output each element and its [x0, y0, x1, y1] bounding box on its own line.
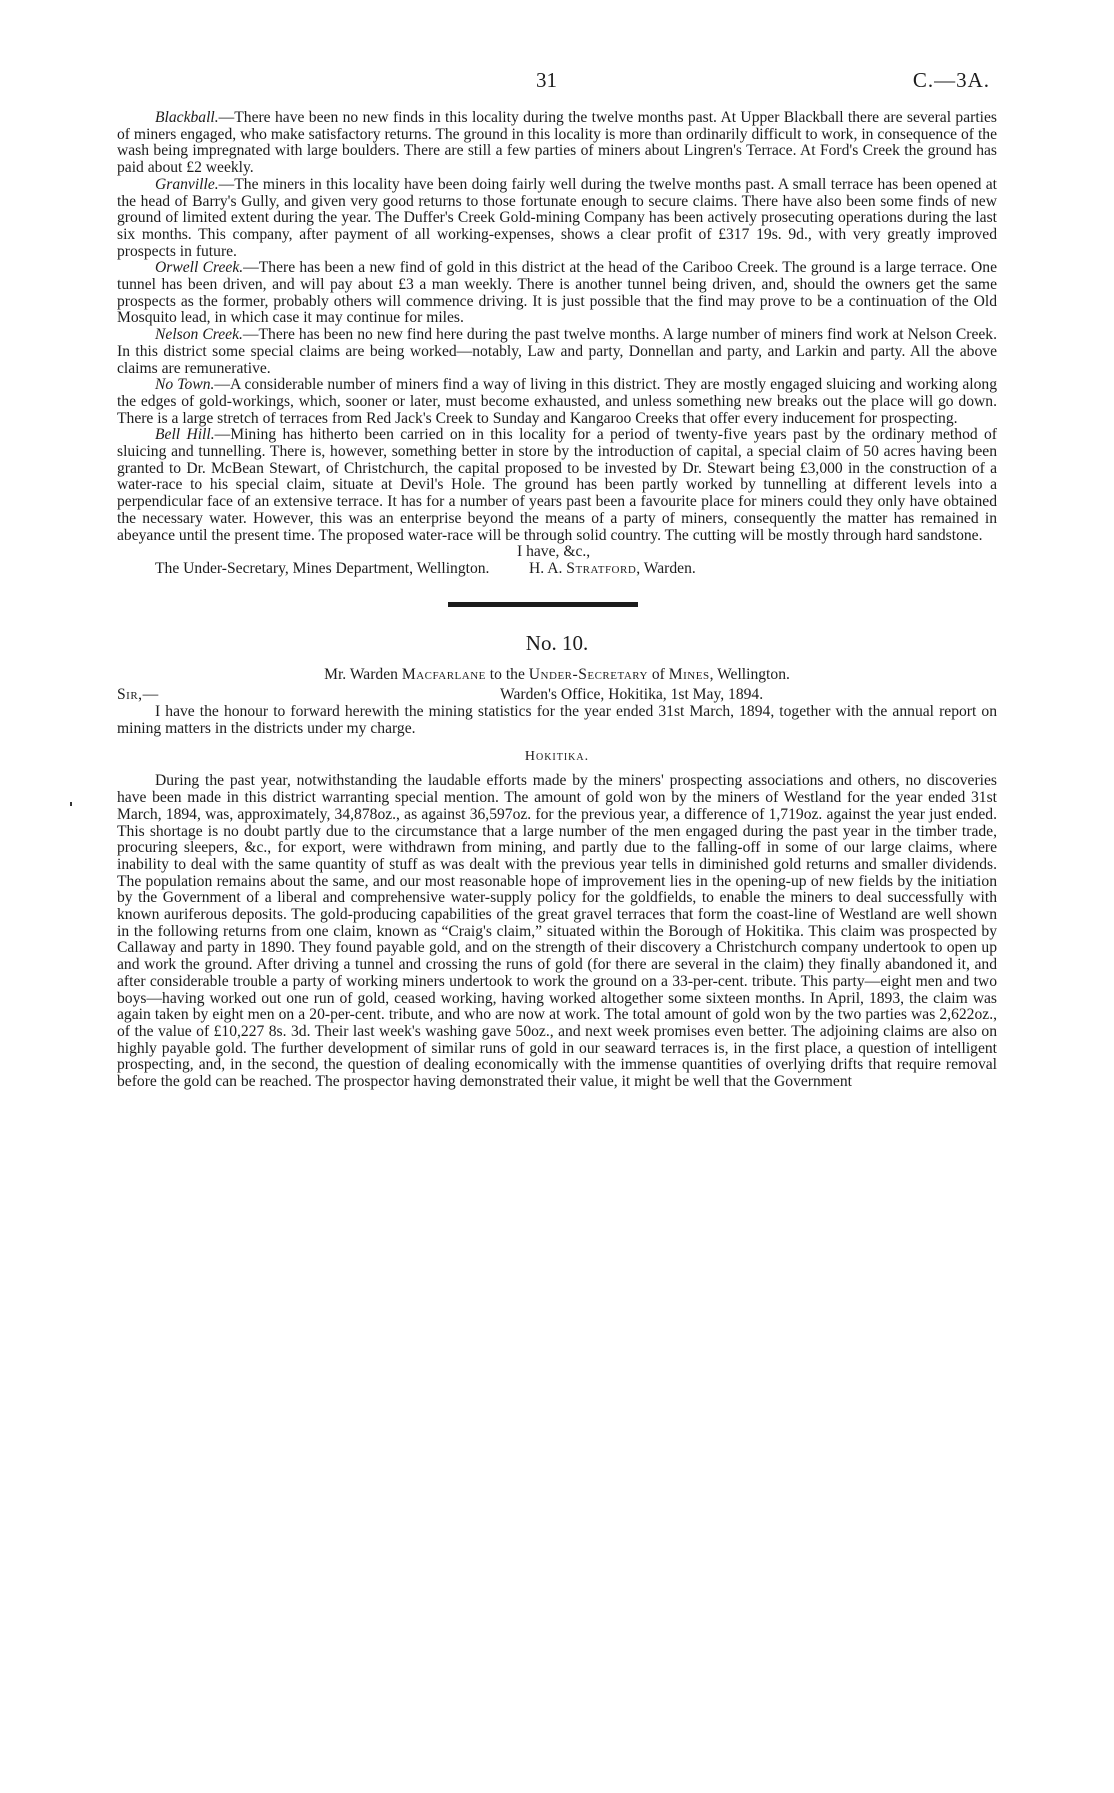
signature-initials: H. A.	[529, 559, 563, 577]
page-content	[117, 110, 997, 1091]
signature-line	[117, 561, 997, 578]
subject-post: , Wellington.	[709, 665, 790, 683]
paragraph-orwell-creek	[117, 260, 997, 327]
paragraph-text: —There have been no new finds in this locality during the twelve months past. At Upper Blackball there are several parties of miners engaged, who make satisfactory returns. The ground in this locality is more than ordinarily difficult to work, in consequence of the wash being impregnated with large boulders. There are still a few parties of miners about Lingren's Terrace. At Ford's Creek the ground has paid about £2 weekly.	[117, 109, 997, 177]
paragraph-bell-hill	[117, 427, 997, 544]
subject-prefix: Mr. Warden	[324, 665, 398, 683]
warden-report-top	[117, 110, 997, 578]
paragraph-granville	[117, 177, 997, 261]
place-heading: Blackball.	[155, 109, 219, 126]
signature-name: Stratford	[566, 559, 637, 577]
signature	[529, 561, 696, 578]
addressee: The Under-Secretary, Mines Department, Wellington.	[155, 559, 490, 577]
place-heading: Orwell Creek.	[155, 259, 244, 277]
paragraph-text: —There has been a new find of gold in this district at the head of the Cariboo Creek. The ground is a large terrace. One tunnel has been driven, and will pay about £3 a man weekly. There is another tunnel being driven, and, should the owners get the same prospects as the former, probably others will commence driving. It is just possible that the find may prove to be a continuation of the Old Mosquito lead, in which case it may continue for miles.	[117, 259, 997, 327]
place-date: Warden's Office, Hokitika, 1st May, 1894.	[500, 685, 764, 703]
letter-subject	[117, 666, 997, 683]
subject-mid: to the	[489, 665, 525, 683]
signature-title: , Warden.	[636, 559, 696, 577]
place-heading: Bell Hill.	[155, 426, 215, 444]
letter-opening: I have the honour to forward herewith the mining statistics for the year ended 31st March, 1894, together with the annual report on mining matters in the districts under my charge.	[117, 702, 997, 737]
paragraph-text: —The miners in this locality have been doing fairly well during the twelve months past. A small terrace has been opened at the head of Barry's Gully, and given very good returns to those fortunate enough to secure claims. There have also been some finds of new ground of limited extent during the year. The Duffer's Creek Gold-mining Company has been actively prosecuting operations during the last six months. This company, after payment of all working-expenses, shows a clear profit of £317 19s. 9d., with very greatly improved prospects in future.	[117, 175, 997, 260]
letter-body: During the past year, notwithstanding the laudable efforts made by the miners' prospecting associations and others, no discoveries have been made in this district warranting special mention. The amount of gold won by the miners of Westland for the year ended 31st March, 1894, was, approximately, 34,878oz., as against 36,597oz. for the previous year, a difference of 1,719oz. against the year just ended. This shortage is no doubt partly due to the circumstance that a large number of the men engaged during the past year in the timber trade, procuring sleepers, &c., for export, were withdrawn from mining, and partly due to the falling-off in some of our large claims, where inability to deal with the same quantity of stuff as was dealt with the previous year tells in diminished gold returns and smaller dividends. The population remains about the same, and our most reasonable hope of improvement lies in the opening-up of new fields by the initiation by the Government of a liberal and comprehensive water-supply policy for the goldfields, to enable the miners to deal successfully with known auriferous deposits. The gold-producing capabilities of the great gravel terraces that form the coast-line of Westland are well shown in the following returns from one claim, known as “Craig's claim,” situated within the Borough of Hokitika. This claim was prospected by Callaway and party in 1890. They found payable gold, and on the strength of their discovery a Christchurch company undertook to open up and work the ground. After driving a tunnel and crossing the runs of gold (for there are several in the claim) they finally abandoned it, and after considerable trouble a party of working miners undertook to work the ground on a 33-per-cent. tribute. This party—eight men and two boys—having worked out one run of gold, ceased working, having worked altogether some sixteen months. In April, 1893, the claim was again taken by eight men on a 20-per-cent. tribute, and who are now at work. The total amount of gold won by the two parties was 2,622oz., of the value of £10,227 8s. 3d. Their last week's washing gave 50oz., and next week promises even better. The adjoining claims are also on highly payable gold. The further development of similar runs of gold in our seaward terraces is, in the first place, a question of intelligent prospecting, and, in the second, the question of dealing economically with the immense quantities of overlying drifts that require removal before the gold can be reached. The prospector having demonstrated their value, it might be well that the Government	[117, 772, 997, 1091]
paragraph-nelson-creek	[117, 327, 997, 377]
page-header	[0, 68, 1114, 98]
letter-number: No. 10.	[525, 630, 589, 655]
page-number: 31	[536, 68, 557, 92]
paragraph-text: —Mining has hitherto been carried on in this locality for a period of twenty-five years past by the ordinary method of sluicing and tunnelling. There is, however, something better in store by the introduction of capital, a special claim of 50 acres having been granted to Dr. McBean Stewart, of Christchurch, the capital proposed to be invested by Dr. Stewart being £3,000 in the construction of a water-race to his special claim, situate at Devil's Hole. The ground has been partly worked by tunnelling at different levels into a perpendicular face of an extensive terrace. It has for a number of years past been a favourite place for miners could they only have obtained the necessary water. However, this was an enterprise beyond the means of a party of miners, consequently the matter has remained in abeyance until the present time. The proposed water-race will be through solid country. The cutting will be mostly through hard sandstone.	[117, 426, 997, 544]
paragraph-no-town	[117, 377, 997, 427]
closing-formula: I have, &c.,	[517, 543, 591, 561]
place-heading: No Town.	[155, 376, 215, 394]
page-reference: C.—3A.	[912, 68, 990, 92]
margin-mark	[70, 802, 72, 806]
paragraph-text: —A considerable number of miners find a way of living in this district. They are mostly engaged sluicing and working along the edges of gold-workings, which, sooner or later, must become exhausted, and unless something new breaks out the place will go down. There is a large stretch of terraces from Red Jack's Creek to Sunday and Kangaroo Creeks that offer every inducement for prospecting.	[117, 376, 997, 427]
letter-no-10	[117, 631, 997, 1091]
section-divider	[448, 602, 638, 607]
subject-dept: Mines	[668, 665, 710, 683]
paragraph-blackball	[117, 110, 997, 177]
salutation-line	[117, 687, 997, 704]
subject-of: of	[651, 665, 665, 683]
place-heading: Granville.	[155, 175, 219, 193]
subject-to: Under-Secretary	[528, 665, 648, 683]
district-heading: Hokitika.	[524, 749, 590, 765]
paragraph-text: —There has been no new find here during the past twelve months. A large number of miners find work at Nelson Creek. In this district some special claims are being worked—notably, Law and party, Donnellan and party, and Larkin and party. All the above claims are remunerative.	[117, 326, 997, 377]
salutation: Sir,—	[117, 685, 159, 703]
subject-from: Macfarlane	[401, 665, 486, 683]
place-heading: Nelson Creek.	[155, 326, 243, 344]
